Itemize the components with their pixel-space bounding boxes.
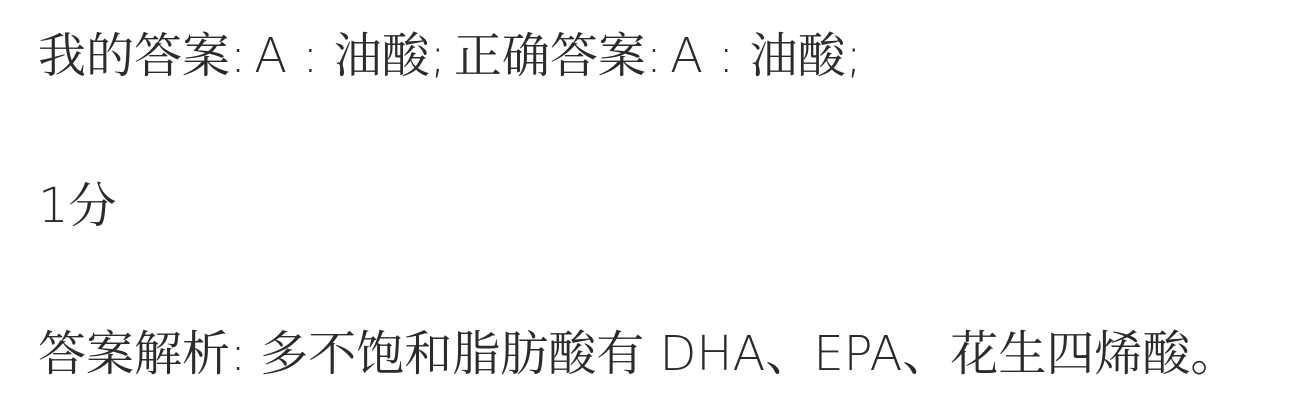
correct-answer-value: A : 油酸; — [670, 28, 862, 84]
analysis-line — [38, 326, 1238, 382]
my-answer-label: 我的答案: — [38, 28, 247, 84]
analysis-text: 多不饱和脂肪酸有 DHA、EPA、花生四烯酸。 — [260, 326, 1239, 382]
score-value: 1分 — [38, 178, 117, 234]
score-line — [38, 178, 117, 234]
correct-answer-label: 正确答案: — [453, 28, 663, 84]
answer-line — [38, 28, 862, 84]
analysis-label: 答案解析: — [38, 326, 247, 382]
my-answer-value: A : 油酸; — [254, 28, 446, 84]
